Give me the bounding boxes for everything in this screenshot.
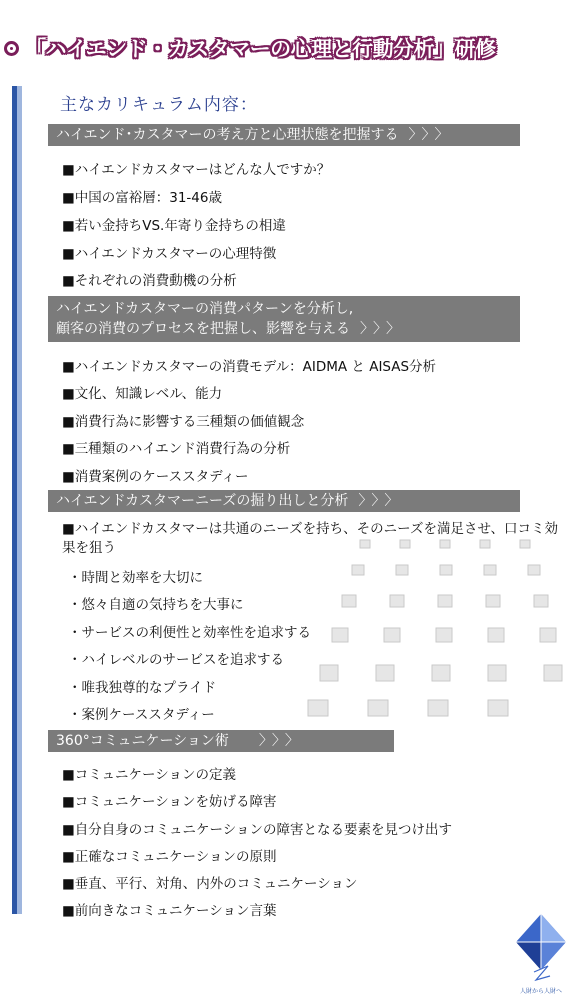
list-item: ■文化、知識レベル、能力 [62, 386, 223, 402]
section-header-2 [48, 296, 520, 342]
list-item: ■消費案例のケーススタディー [62, 469, 249, 485]
circle-bullet-icon [4, 41, 19, 56]
section-header-1 [48, 124, 520, 146]
list-item: ・悠々自適の気持ちを大事に [68, 597, 244, 613]
list-item: ■それぞれの消費動機の分析 [62, 273, 237, 289]
list-item: ・サービスの利便性と効率性を追求する [68, 625, 311, 641]
page-title [0, 30, 573, 66]
section-title-line-2: 顧客の消費のプロセスを把握し、影響を与える [56, 321, 350, 337]
list-item: ・時間と効率を大切に [68, 570, 203, 586]
list-item-lead: ■ハイエンドカスタマーは共通のニーズを持ち、そのニーズを満足させ、口コミ効果を狙う [62, 521, 559, 556]
list-item: ■自分自身のコミュニケーションの障害となる要素を見つけ出す [62, 822, 452, 838]
section-title-line-1: ハイエンドカスタマーの消費パターンを分析し, [56, 301, 354, 317]
left-accent-bar [12, 86, 22, 914]
list-item: ■前向きなコミュニケーション言葉 [62, 903, 277, 919]
list-item: ・ハイレベルのサービスを追求する [68, 652, 284, 668]
arrows-icon: 〉〉〉 [258, 733, 305, 749]
section-header-3 [48, 490, 520, 512]
list-item: ■垂直、平行、対角、内外のコミュニケーション [62, 876, 358, 892]
list-item: ■コミュニケーションの定義 [62, 767, 236, 783]
list-item: ■ハイエンドカスタマーはどんな人ですか？ [62, 162, 331, 178]
list-item: ■中国の富裕層：31-46歳 [62, 190, 222, 206]
section-title: ハイエンド･カスタマーの考え方と心理状態を把握する [56, 127, 399, 143]
list-item: ■若い金持ちVS.年寄り金持ちの相違 [62, 218, 286, 234]
arrows-icon: 〉〉〉 [408, 127, 455, 143]
title-text: 「ハイエンド・カスタマーの心理と行動分析」研修 [25, 37, 496, 61]
list-item: ■コミュニケーションを妨げる障害 [62, 794, 277, 810]
company-logo [514, 912, 568, 996]
list-item: ■三種類のハイエンド消費行為の分析 [62, 441, 291, 457]
arrows-icon: 〉〉〉 [358, 493, 405, 509]
list-item: ・案例ケーススタディー [68, 707, 215, 723]
list-item: ■消費行為に影響する三種類の価値観念 [62, 414, 305, 430]
curriculum-subtitle: 主なカリキュラム内容： [60, 95, 258, 115]
section-header-4 [48, 730, 394, 752]
list-item: ■正確なコミュニケーションの原則 [62, 849, 277, 865]
list-item: ■ハイエンドカスタマーの消費モデル：AIDMA と AISAS分析 [62, 359, 437, 375]
diamond-logo-icon [514, 912, 568, 982]
arrows-icon: 〉〉〉 [360, 321, 406, 337]
list-item: ・唯我独尊的なプライド [68, 680, 217, 696]
list-item: ■ハイエンドカスタマーの心理特徴 [62, 246, 277, 262]
section-title: ハイエンドカスタマーニーズの掘り出しと分析 [56, 493, 349, 509]
section-title: 360°コミュニケーション術 [56, 733, 229, 749]
logo-caption: 人財から人財へ [519, 988, 562, 995]
